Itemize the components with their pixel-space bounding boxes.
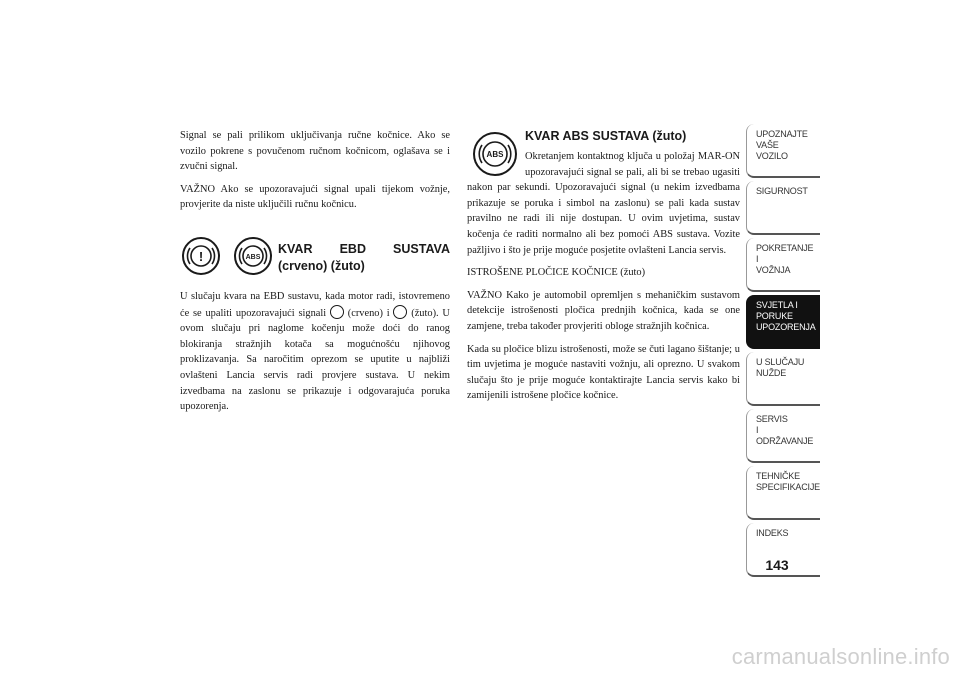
sidebar-tab-label: VAŠE [756, 140, 779, 150]
sidebar-tab-label: U SLUČAJU [756, 357, 805, 367]
sidebar-tab-0[interactable] [746, 124, 820, 178]
sidebar-tab-label: SIGURNOST [756, 186, 808, 196]
sidebar-tab-label: SERVIS [756, 414, 788, 424]
watermark: carmanualsonline.info [731, 644, 950, 669]
abs-heading: KVAR ABS SUSTAVA (žuto) [525, 129, 687, 143]
sidebar-tab-label: NUŽDE [756, 368, 786, 378]
abs-section-icon-text: ABS [486, 150, 504, 159]
sidebar-tab-label: SVJETLA I [756, 300, 798, 310]
paragraph-pads-wear: Kada su pločice blizu istrošenosti, može se čuti lagano šištanje; u tim uvjetima je moguće nastaviti vožnju, ali oprezno. U svakom slučaju što je prije moguće kontaktirajte Lancia servis kako bi zamijenili istrošene pločice kočnice. [467, 343, 740, 402]
subheading-brake-pads: ISTROŠENE PLOČICE KOČNICE (žuto) [467, 267, 646, 279]
sidebar-tab-label: VOZILO [756, 151, 788, 161]
right-column [467, 128, 740, 411]
ebd-text-c: (žuto). U ovom slučaju pri naglome kočenju može doći do ranog blokiranja stražnjih kotača sa mogućnošću njihovog proklizavanja. Sa naročitim oprezom se uputite u najbliži ovlašteni Lancia servis radi provjere sustava. U nekim izvedbama na zaslonu se prikazuje i odgovarajuća poruka upozorenja. [180, 307, 450, 413]
chapter-sidebar [746, 124, 820, 580]
sidebar-tab-label: ODRŽAVANJE [756, 436, 814, 446]
page-number: 143 [765, 557, 789, 573]
ebd-section-header [180, 233, 450, 279]
ebd-heading: KVAR EBD SUSTAVA (crveno) (žuto) [278, 241, 450, 273]
paragraph-important-pads: VAŽNO Kako je automobil opremljen s mehaničkim sustavom detekcije istrošenosti pločica prednjih kočnica, kada se one zamjene, treba također provjeriti obloge stražnjih kočnica. [467, 289, 740, 332]
sidebar-tab-label: PORUKE [756, 311, 793, 321]
ebd-text-b: (crveno) i [347, 307, 390, 319]
paragraph-abs: Okretanjem kontaktnog ključa u položaj MAR-ON upozoravajući signal se pali, ali bi se trebao ugasiti nakon par sekundi. Upozoravajući signal (u nekim izvedbama prikazuje se poruka i simbol na zaslonu) se pali kada sustav pravilno ne radi ili nije dostupan. U ovim uvjetima, sustav kočenja će raditi normalno ali bez pomoći ABS sustava. Vozite pažljivo i što je prije moguće posjetite ovlašteni Lancia servis. [467, 151, 740, 256]
sidebar-tab-label: INDEKS [756, 528, 789, 538]
paragraph-ebd [180, 289, 450, 415]
left-column [180, 128, 450, 422]
abs-icon [234, 237, 272, 275]
abs-section-icon [473, 132, 517, 176]
inline-brake-warning-icon [330, 305, 344, 319]
paragraph-important-handbrake: VAŽNO Ako se upozoravajući signal upali tijekom vožnje, provjerite da niste uključili ručnu kočnicu. [180, 183, 450, 211]
sidebar-tab-label: I [756, 425, 759, 435]
sidebar-tab-label: UPOZORENJA [756, 322, 816, 332]
ebd-text-a: U slučaju kvara na EBD sustavu, kada motor radi, istovremeno će se upaliti upozoravajući signali [180, 290, 450, 319]
sidebar-tab-label: POKRETANJE [756, 243, 814, 253]
sidebar-tab-label: VOŽNJA [756, 265, 791, 275]
sidebar-tab-1[interactable] [746, 181, 820, 235]
ebd-icons [182, 237, 286, 281]
sidebar-tab-label: SPECIFIKACIJE [756, 482, 820, 492]
sidebar-tab-4[interactable] [746, 352, 820, 406]
sidebar-tab-3[interactable] [746, 295, 820, 349]
brake-icon-glyph: ! [198, 248, 204, 264]
sidebar-tab-label: UPOZNAJTE [756, 129, 808, 139]
sidebar-tab-5[interactable] [746, 409, 820, 463]
paragraph-handbrake: Signal se pali prilikom uključivanja ručne kočnice. Ako se vozilo pokrene s povučenom ručnom kočnicom, oglašava se i zvučni signal. [180, 130, 450, 173]
sidebar-tab-label: TEHNIČKE [756, 471, 800, 481]
abs-icon-text: ABS [245, 253, 261, 261]
sidebar-tab-2[interactable] [746, 238, 820, 292]
brake-warning-icon [182, 237, 220, 275]
sidebar-tab-label: I [756, 254, 759, 264]
inline-abs-icon [393, 305, 407, 319]
sidebar-tab-6[interactable] [746, 466, 820, 520]
